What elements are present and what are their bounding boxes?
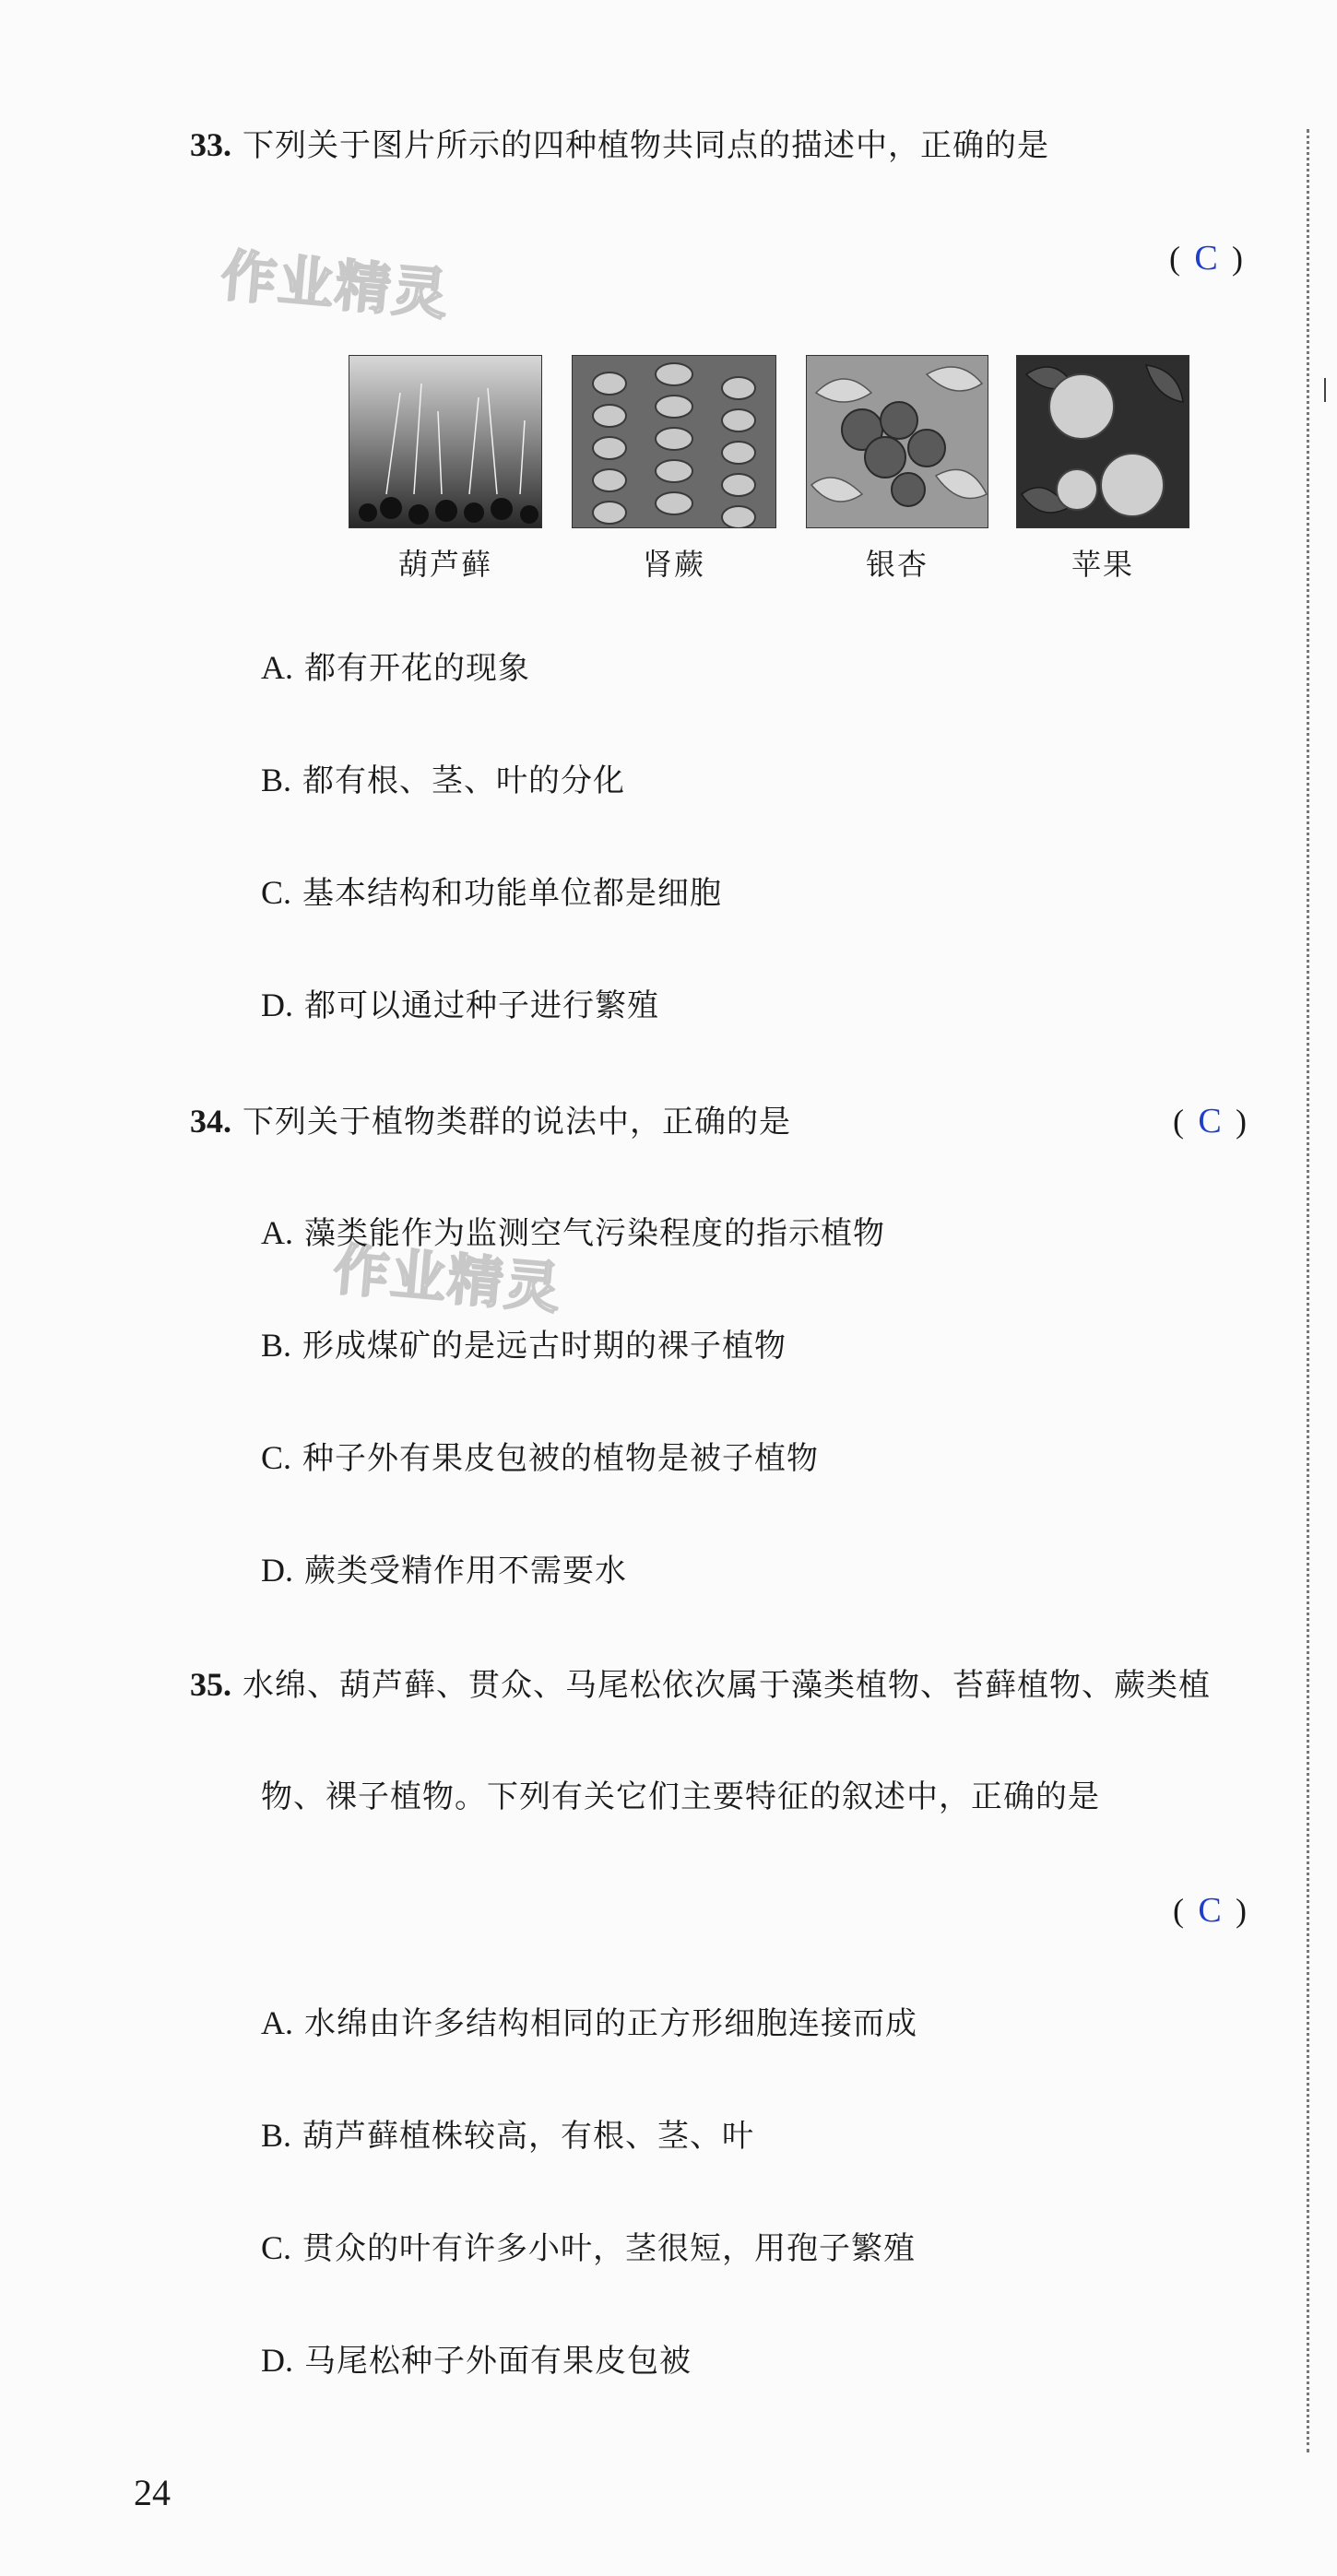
question-35-answer: ( C ) bbox=[1173, 1888, 1247, 1932]
figure-apple bbox=[1016, 355, 1189, 584]
question-number: 33. bbox=[190, 126, 231, 163]
figure-moss bbox=[349, 355, 542, 584]
q35-option-d: D. 马尾松种子外面有果皮包被 bbox=[261, 2342, 692, 2380]
ginkgo-photo-icon bbox=[806, 355, 988, 528]
question-35-stem-line2 bbox=[261, 1775, 1100, 1819]
question-number: 34. bbox=[190, 1103, 231, 1140]
figure-caption: 肾蕨 bbox=[642, 547, 705, 582]
page-number: 24 bbox=[134, 2472, 171, 2513]
dotted-margin-line bbox=[1307, 129, 1309, 2452]
q33-option-c: C. 基本结构和功能单位都是细胞 bbox=[261, 874, 723, 912]
q34-option-b: B. 形成煤矿的是远古时期的裸子植物 bbox=[261, 1327, 787, 1365]
question-text-line2: 物、裸子植物。下列有关它们主要特征的叙述中，正确的是 bbox=[261, 1778, 1100, 1815]
q33-option-a: A. 都有开花的现象 bbox=[261, 649, 530, 687]
moss-photo-icon bbox=[349, 355, 542, 528]
watermark-logo: 作业精灵 bbox=[218, 243, 453, 328]
answer-letter: C bbox=[1198, 1102, 1222, 1140]
figure-caption: 苹果 bbox=[1071, 547, 1134, 582]
question-number: 35. bbox=[190, 1666, 231, 1703]
question-35-stem bbox=[190, 1662, 1211, 1707]
q34-option-c: C. 种子外有果皮包被的植物是被子植物 bbox=[261, 1439, 820, 1477]
figure-ginkgo bbox=[806, 355, 988, 584]
q35-option-a: A. 水绵由许多结构相同的正方形细胞连接而成 bbox=[261, 2004, 917, 2042]
q35-option-b: B. 葫芦藓植株较高，有根、茎、叶 bbox=[261, 2117, 755, 2155]
q34-option-a: A. 藻类能作为监测空气污染程度的指示植物 bbox=[261, 1214, 885, 1252]
question-text: 下列关于植物类群的说法中，正确的是 bbox=[243, 1104, 791, 1140]
figure-caption: 银杏 bbox=[865, 547, 929, 582]
margin-mark bbox=[1324, 378, 1331, 402]
fern-photo-icon bbox=[572, 355, 776, 528]
question-34-stem bbox=[190, 1099, 791, 1144]
q33-option-d: D. 都可以通过种子进行繁殖 bbox=[261, 987, 659, 1024]
figure-caption: 葫芦藓 bbox=[397, 547, 492, 582]
q33-option-b: B. 都有根、茎、叶的分化 bbox=[261, 762, 626, 799]
answer-letter: C bbox=[1194, 239, 1218, 278]
question-33-answer: ( C ) bbox=[1169, 236, 1243, 280]
q34-option-d: D. 蕨类受精作用不需要水 bbox=[261, 1552, 627, 1589]
figure-fern bbox=[572, 355, 776, 584]
watermark-logo: 作业精灵 bbox=[330, 1237, 565, 1322]
question-33-stem bbox=[190, 123, 1049, 168]
q35-option-c: C. 贯众的叶有许多小叶，茎很短，用孢子繁殖 bbox=[261, 2229, 917, 2267]
question-text-line1: 水绵、葫芦藓、贯众、马尾松依次属于藻类植物、苔藓植物、蕨类植 bbox=[243, 1667, 1211, 1704]
question-text: 下列关于图片所示的四种植物共同点的描述中，正确的是 bbox=[243, 127, 1049, 164]
apple-photo-icon bbox=[1016, 355, 1189, 528]
answer-letter: C bbox=[1198, 1891, 1222, 1930]
question-34-answer: ( C ) bbox=[1173, 1099, 1247, 1143]
